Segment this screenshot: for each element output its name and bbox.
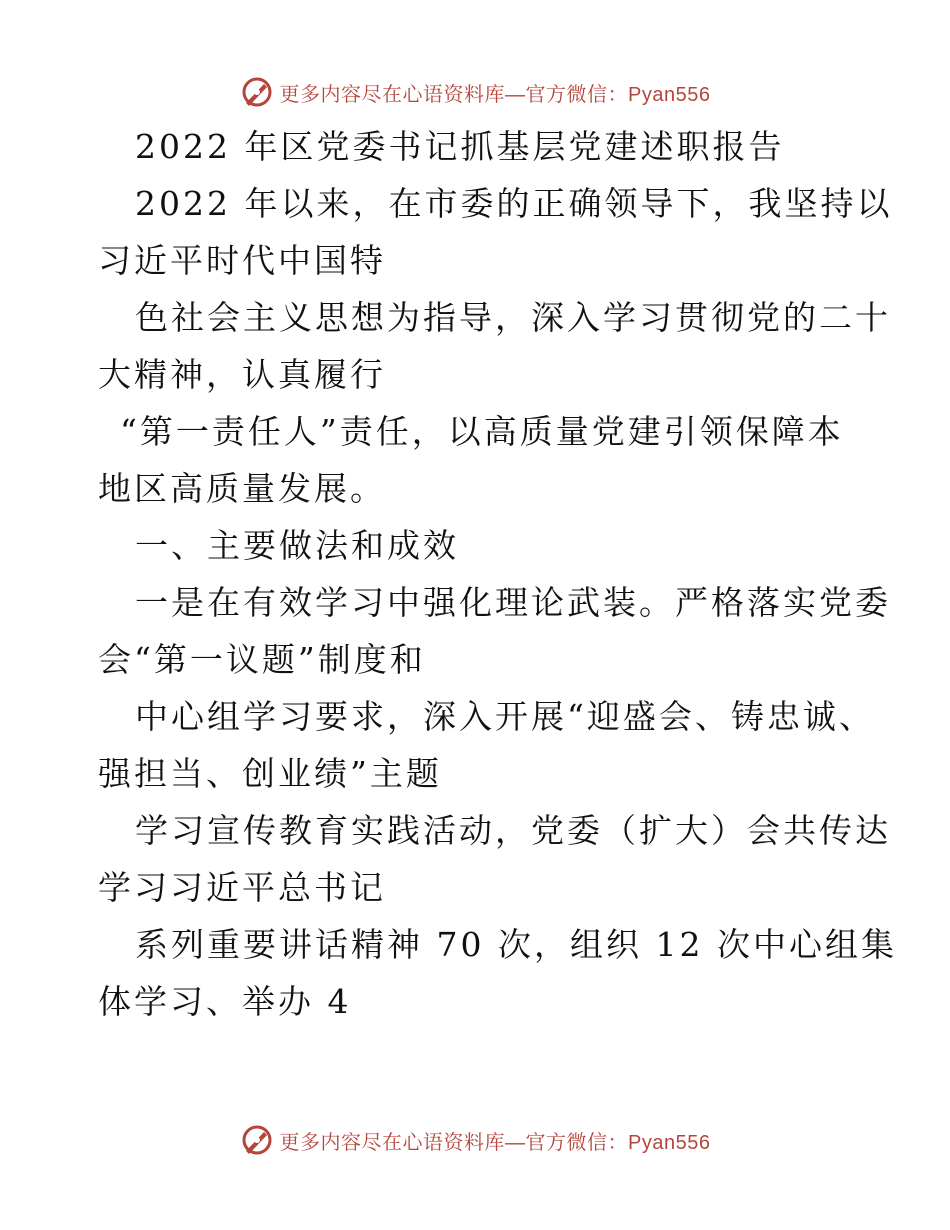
paragraph-line: 强担当、创业绩”主题 — [98, 754, 442, 793]
paragraph-line: 习近平时代中国特 — [98, 241, 386, 280]
header-banner — [0, 72, 950, 112]
document-body — [98, 118, 897, 1030]
paragraph-line: 色社会主义思想为指导，深入学习贯彻党的二十 — [135, 298, 891, 337]
paragraph-line: 学习习近平总书记 — [98, 868, 386, 907]
footer-banner — [0, 1120, 950, 1160]
paragraph-line: 系列重要讲话精神 70 次，组织 12 次中心组集 — [135, 925, 897, 964]
paragraph-line: 地区高质量发展。 — [98, 469, 386, 508]
paragraph-line: 会“第一议题”制度和 — [98, 640, 426, 679]
footer-banner-text: 更多内容尽在心语资料库—官方微信：Pyan556 — [279, 1131, 711, 1154]
paragraph-line: 大精神，认真履行 — [98, 355, 386, 394]
paragraph-line: 中心组学习要求，深入开展“迎盛会、铸忠诚、 — [135, 697, 875, 736]
pen-logo-icon — [240, 75, 274, 109]
paragraph-line: “第一责任人”责任，以高质量党建引领保障本 — [120, 412, 844, 451]
header-banner-text: 更多内容尽在心语资料库—官方微信：Pyan556 — [279, 83, 711, 106]
section-heading: 一、主要做法和成效 — [135, 526, 459, 565]
document-title: 2022 年区党委书记抓基层党建述职报告 — [135, 127, 785, 166]
paragraph-line: 2022 年以来，在市委的正确领导下，我坚持以 — [135, 184, 893, 223]
paragraph-line: 学习宣传教育实践活动，党委（扩大）会共传达 — [135, 811, 891, 850]
paragraph-line: 一是在有效学习中强化理论武装。严格落实党委 — [135, 583, 891, 622]
pen-logo-icon — [240, 1123, 274, 1157]
paragraph-line: 体学习、举办 4 — [98, 982, 352, 1021]
